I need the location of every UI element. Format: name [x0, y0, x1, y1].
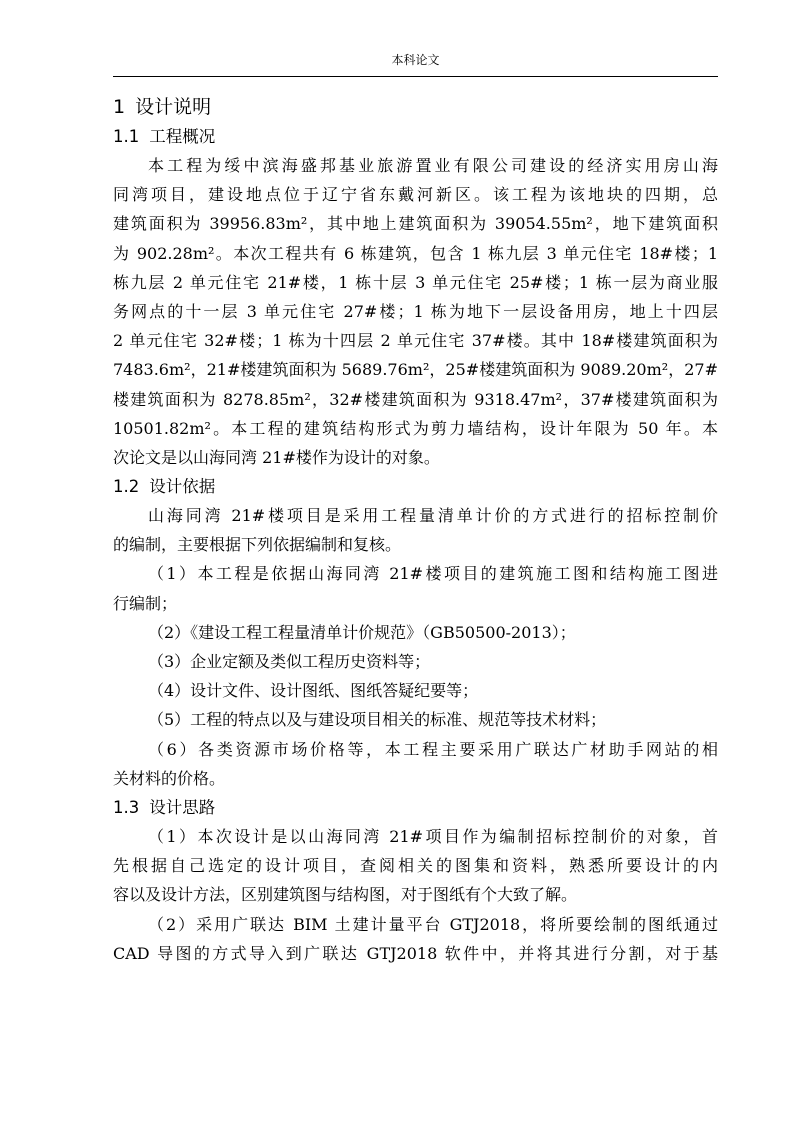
list-item-4: （4）设计文件、设计图纸、图纸答疑纪要等； [148, 681, 479, 701]
text-line: 务网点的十一层 3 单元住宅 27#楼；1 栋为地下一层设备用房，地上十四层 [113, 301, 718, 321]
section-1-3-heading [113, 793, 718, 822]
header-rule [113, 76, 718, 77]
text-line: CAD 导图的方式导入到广联达 GTJ2018 软件中，并将其进行分割，对于基 [113, 943, 718, 963]
text-line: 行编制； [113, 593, 178, 613]
list-item-3: （3）企业定额及类似工程历史资料等； [148, 652, 431, 671]
section-1-2-heading [113, 472, 718, 501]
text-line: 本工程为绥中滨海盛邦基业旅游置业有限公司建设的经济实用房山海 [148, 156, 718, 175]
section-number: 1 [113, 96, 126, 118]
text-line: 10501.82m²。本工程的建筑结构形式为剪力墙结构，设计年限为 50 年。本 [113, 418, 718, 438]
text-line: 同湾项目，建设地点位于辽宁省东戴河新区。该工程为该地块的四期，总 [113, 185, 718, 205]
list-item-5: （5）工程的特点以及与建设项目相关的标准、规范等技术材料； [148, 710, 607, 730]
section-1-1-paragraph [113, 151, 718, 472]
section-title: 设计依据 [149, 477, 216, 497]
section-number: 1.2 [113, 477, 140, 497]
list-item-2: （2）《建设工程工程量清单计价规范》（GB50500-2013）； [148, 622, 576, 642]
text-line: 7483.6m²，21#楼建筑面积为 5689.76m²，25#楼建筑面积为 9089.20m²，27# [113, 360, 718, 380]
text-line: 建筑面积为 39956.83m²，其中地上建筑面积为 39054.55m²，地下建筑面积 [113, 214, 718, 234]
text-line: 栋九层 2 单元住宅 21#楼，1 栋十层 3 单元住宅 25#楼；1 栋一层为商业服 [113, 272, 718, 292]
text-line: 楼建筑面积为 8278.85m²，32#楼建筑面积为 9318.47m²，37#楼建筑面积为 [113, 389, 718, 409]
section-1-1-heading [113, 122, 718, 151]
section-title: 工程概况 [149, 127, 216, 146]
text-line: 容以及设计方法，区别建筑图与结构图，对于图纸有个大致了解。 [113, 885, 578, 905]
section-1-2-paragraph [113, 501, 718, 793]
text-line: 的编制，主要根据下列依据编制和复核。 [113, 535, 402, 555]
section-title: 设计说明 [135, 96, 212, 118]
page-header: 本科论文 [391, 53, 440, 67]
section-title: 设计思路 [149, 797, 216, 817]
text-line: 关材料的价格。 [113, 768, 226, 788]
section-1-heading [113, 93, 718, 122]
text-line: 山海同湾 21#楼项目是采用工程量清单计价的方式进行的招标控制价 [148, 506, 718, 526]
list-item-2: （2）采用广联达 BIM 土建计量平台 GTJ2018，将所要绘制的图纸通过 [148, 914, 718, 934]
text-line: 为 902.28m²。本次工程共有 6 栋建筑，包含 1 栋九层 3 单元住宅 18#楼；1 [113, 243, 718, 263]
text-line: 先根据自己选定的设计项目，查阅相关的图集和资料，熟悉所要设计的内 [113, 856, 718, 876]
list-item-1: （1）本工程是依据山海同湾 21#楼项目的建筑施工图和结构施工图进 [148, 564, 718, 584]
section-number: 1.3 [113, 797, 140, 817]
text-line: 次论文是以山海同湾 21#楼作为设计的对象。 [113, 447, 440, 467]
text-line: 2 单元住宅 32#楼；1 栋为十四层 2 单元住宅 37#楼。其中 18#楼建筑面积为 [113, 331, 718, 351]
section-1-3-paragraph [113, 822, 718, 968]
list-item-1: （1）本次设计是以山海同湾 21#项目作为编制招标控制价的对象，首 [148, 826, 718, 846]
section-number: 1.1 [113, 127, 140, 146]
list-item-6: （6）各类资源市场价格等，本工程主要采用广联达广材助手网站的相 [148, 739, 718, 759]
document-body [113, 93, 718, 968]
